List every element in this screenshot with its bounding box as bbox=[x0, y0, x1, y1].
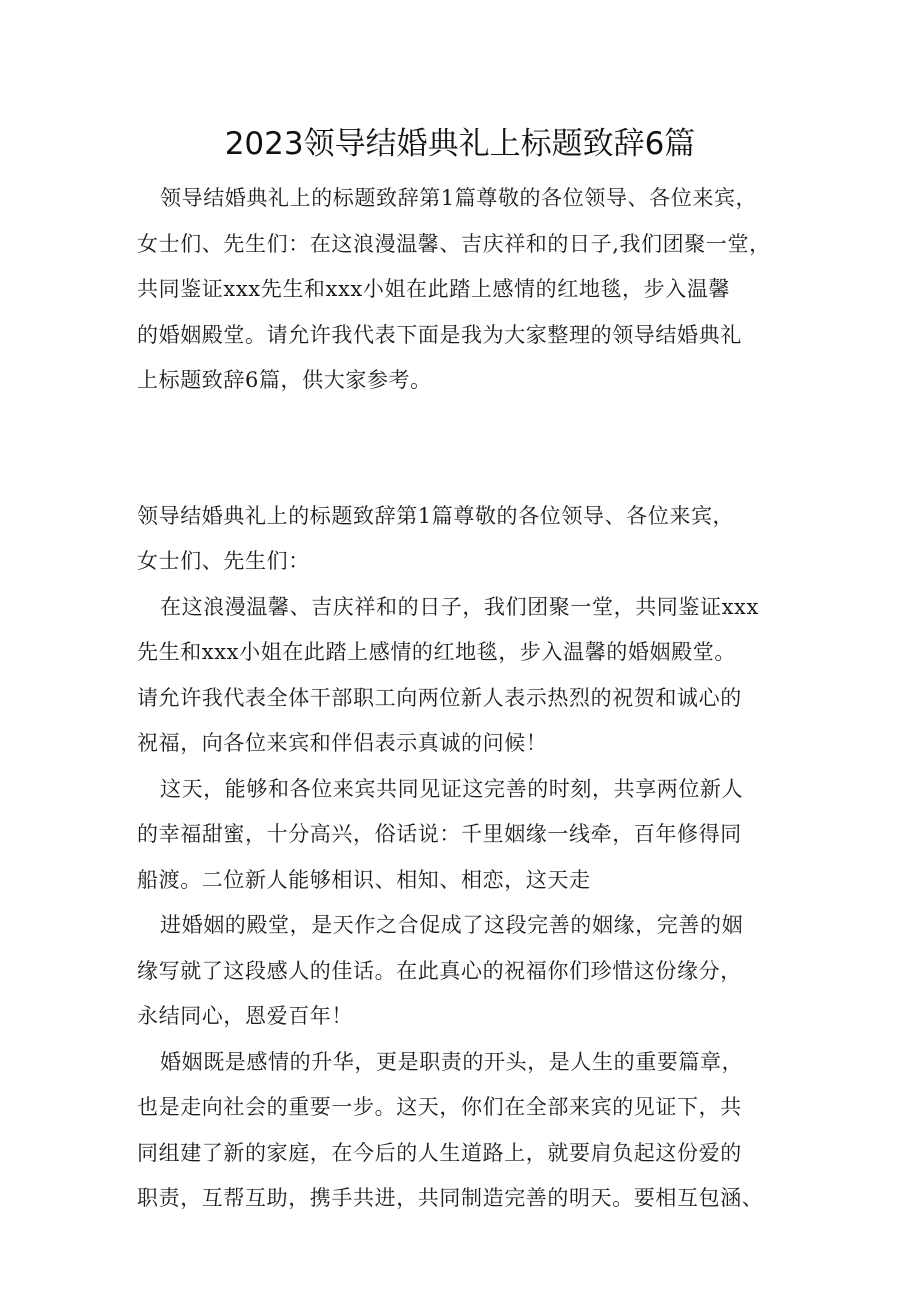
text-line: 女士们、先生们：在这浪漫温馨、吉庆祥和的日子,我们团聚一堂， bbox=[137, 231, 771, 256]
text-line: 领导结婚典礼上的标题致辞第1篇尊敬的各位领导、各位来宾， bbox=[137, 503, 735, 528]
text-line: 的幸福甜蜜，十分高兴，俗话说：千里姻缘一线牵，百年修得同 bbox=[137, 822, 742, 846]
paragraph-3 bbox=[137, 903, 787, 1040]
text-line: 在这浪漫温馨、吉庆祥和的日子，我们团聚一堂，共同鉴证xxx bbox=[160, 594, 759, 619]
text-line: 船渡。二位新人能够相识、相知、相恋，这天走 bbox=[137, 867, 591, 892]
document-body bbox=[137, 176, 787, 1222]
paragraph-1 bbox=[137, 585, 787, 767]
document-title: 2023领导结婚典礼上标题致辞6篇 bbox=[224, 126, 696, 162]
text-line: 永结同心，恩爱百年！ bbox=[137, 1004, 353, 1028]
text-line: 这天，能够和各位来宾共同见证这完善的时刻，共享两位新人 bbox=[160, 776, 744, 801]
text-line: 女士们、先生们： bbox=[137, 549, 310, 573]
intro-paragraph bbox=[137, 176, 787, 404]
text-line: 上标题致辞6篇，供大家参考。 bbox=[137, 368, 432, 392]
text-line: 缘写就了这段感人的佳话。在此真心的祝福你们珍惜这份缘分， bbox=[137, 958, 742, 983]
text-line: 婚姻既是感情的升华，更是职责的开头，是人生的重要篇章， bbox=[160, 1049, 744, 1074]
text-line: 的婚姻殿堂。请允许我代表下面是我为大家整理的领导结婚典礼 bbox=[137, 322, 742, 347]
text-line: 祝福，向各位来宾和伴侣表示真诚的问候！ bbox=[137, 731, 548, 755]
paragraph-2 bbox=[137, 767, 787, 904]
paragraph-gap bbox=[137, 404, 787, 494]
text-line: 请允许我代表全体干部职工向两位新人表示热烈的祝贺和诚心的 bbox=[137, 685, 742, 710]
text-line: 同组建了新的家庭，在今后的人生道路上，就要肩负起这份爱的 bbox=[137, 1140, 742, 1165]
text-line: 也是走向社会的重要一步。这天，你们在全部来宾的见证下，共 bbox=[137, 1095, 742, 1119]
text-line: 领导结婚典礼上的标题致辞第1篇尊敬的各位领导、各位来宾， bbox=[160, 186, 758, 210]
text-line: 职责，互帮互助，携手共进，共同制造完善的明天。要相互包涵、 bbox=[137, 1186, 764, 1210]
paragraph-4 bbox=[137, 1040, 787, 1222]
text-line: 先生和xxx小姐在此踏上感情的红地毯，步入温馨的婚姻殿堂。 bbox=[137, 640, 736, 664]
text-line: 进婚姻的殿堂，是天作之合促成了这段完善的姻缘，完善的姻 bbox=[160, 913, 744, 937]
text-line: 共同鉴证xxx先生和xxx小姐在此踏上感情的红地毯，步入温馨 bbox=[137, 277, 731, 301]
section-heading bbox=[137, 494, 787, 585]
